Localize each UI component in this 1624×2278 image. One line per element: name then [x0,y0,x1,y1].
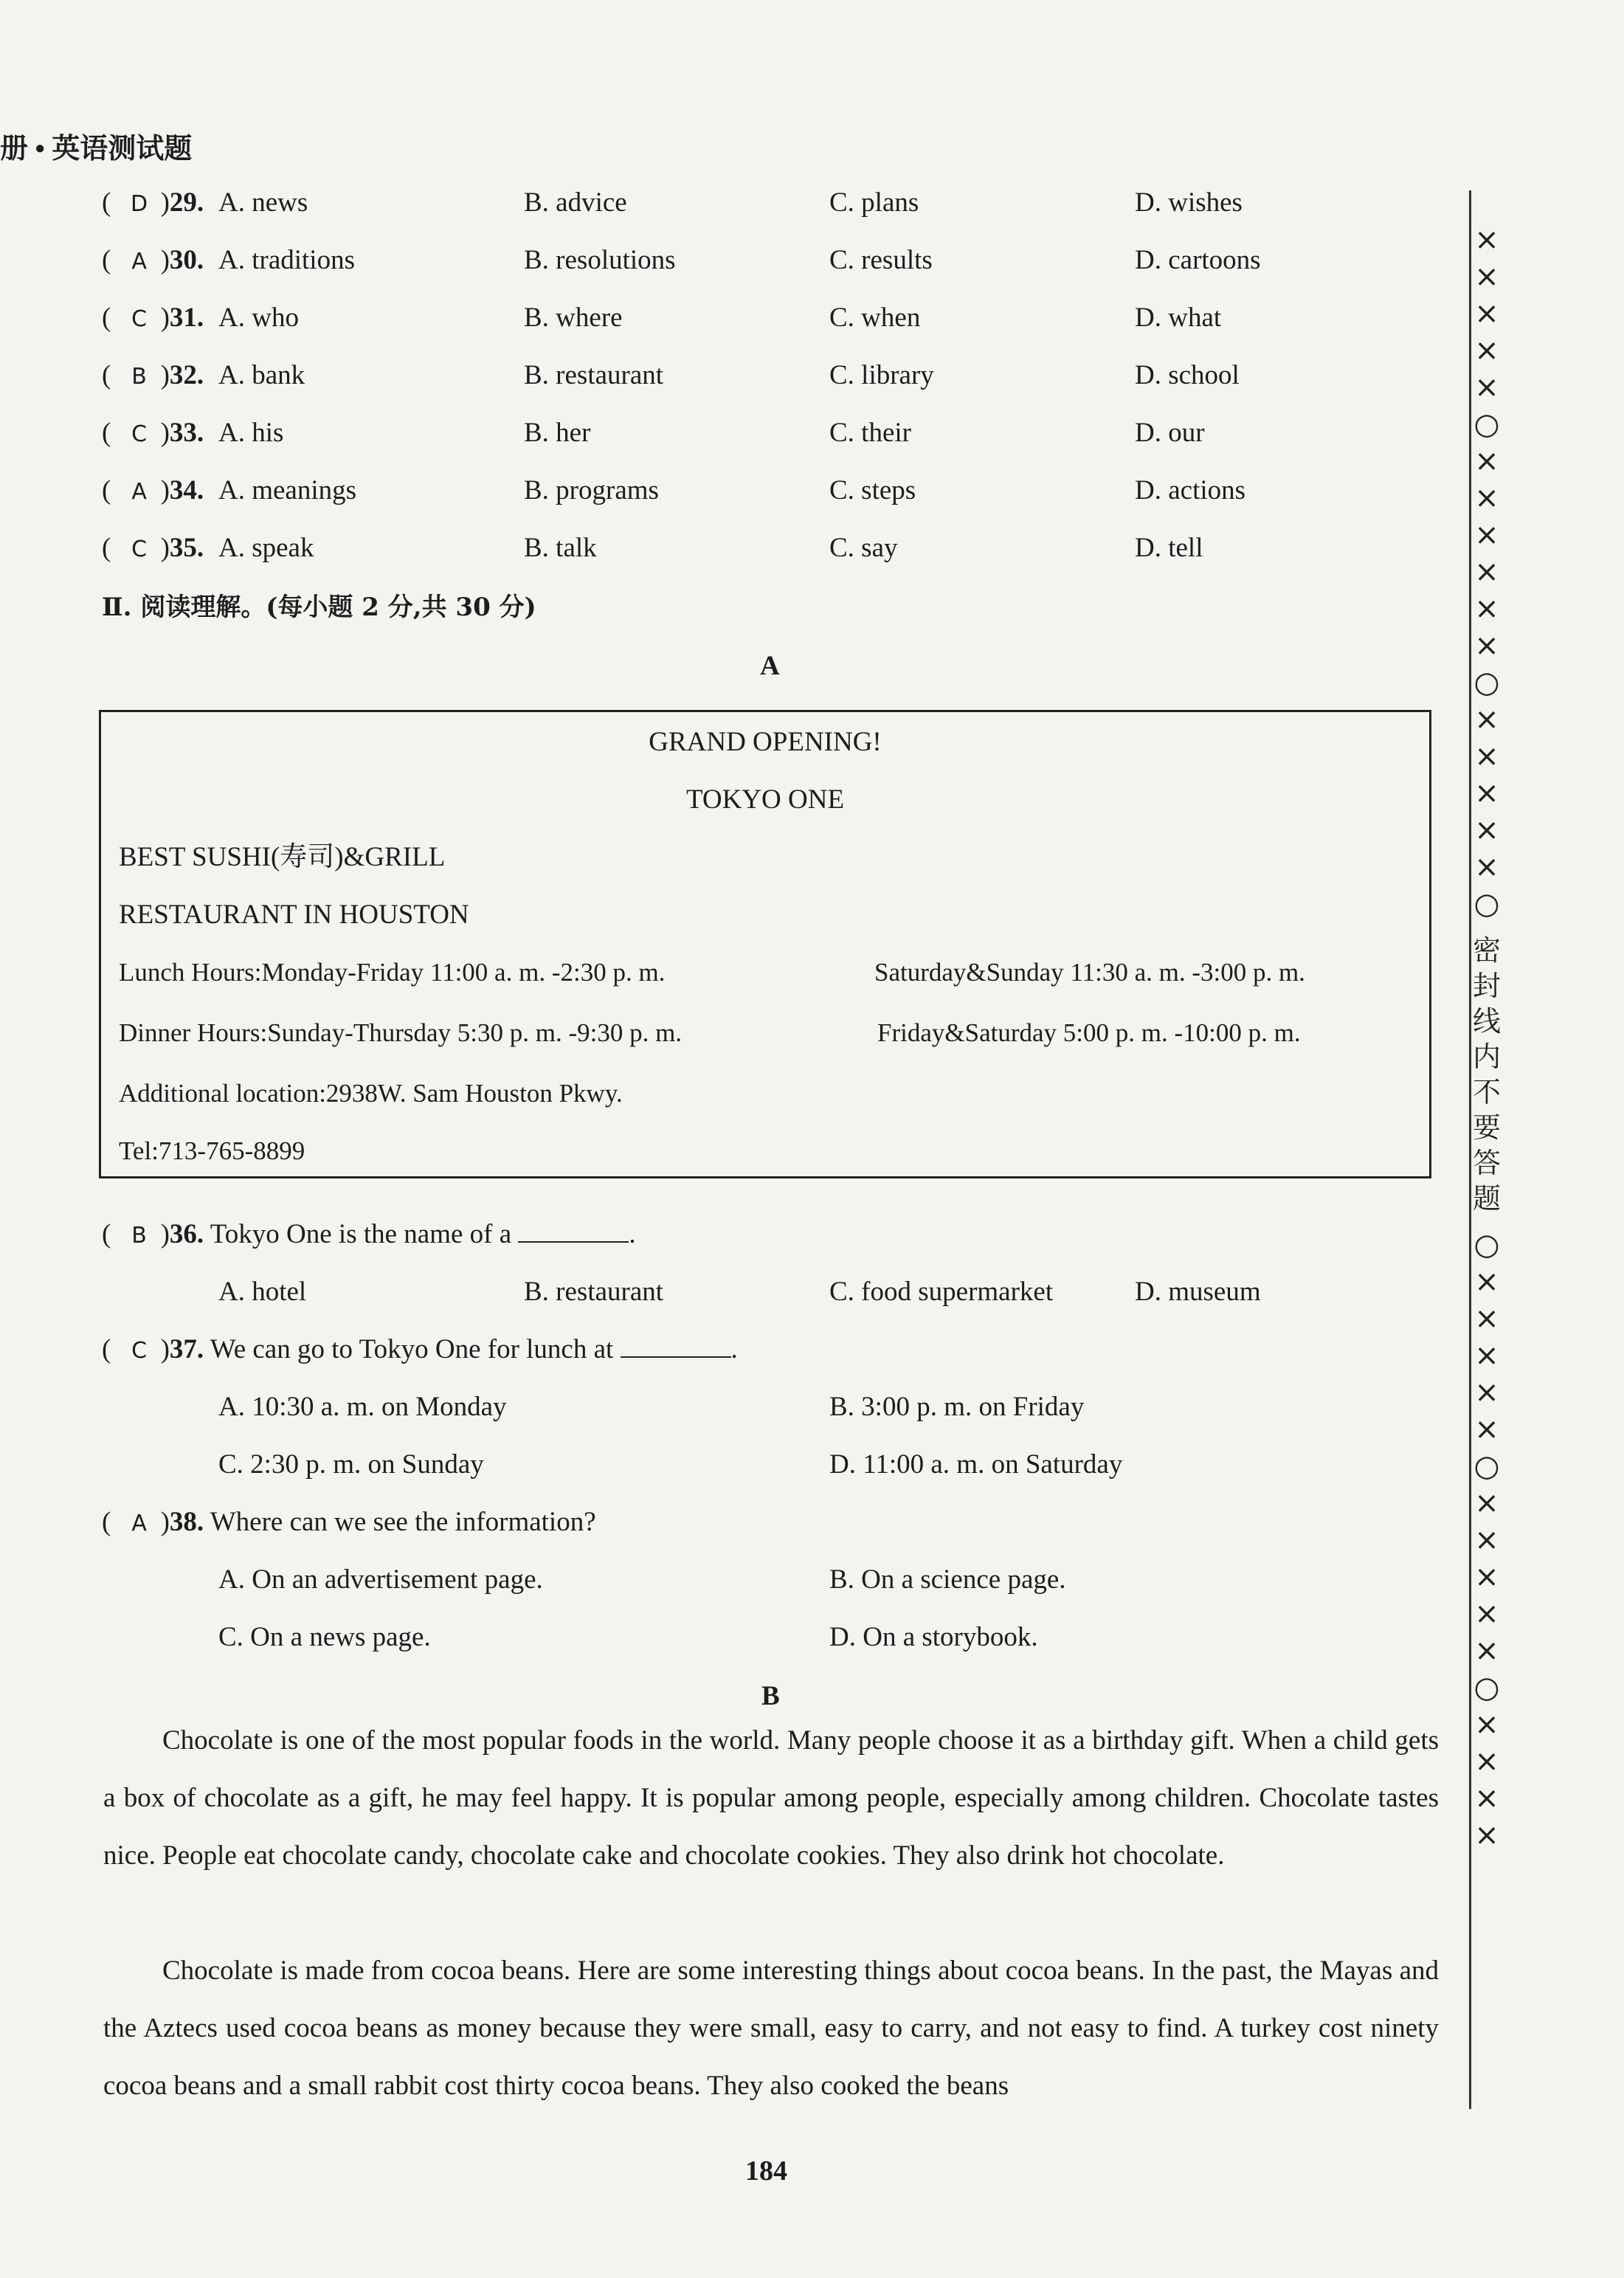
question-number: 35. [169,533,204,563]
seal-warning-text: 密封线内不要答题 [1472,934,1501,1215]
answer-mark: C [131,421,148,447]
option-d: D. cartoons [1135,245,1261,275]
q37-option-a: A. 10:30 a. m. on Monday [218,1392,507,1422]
q38-option-d: D. On a storybook. [829,1622,1038,1652]
option-d: D. tell [1135,533,1203,563]
q38-option-b: B. On a science page. [829,1564,1066,1595]
question-number: 29. [169,187,204,218]
mc-question-6: ( C )35. [102,531,204,567]
option-c: C. when [829,303,921,333]
question-38: ( A )38. Where can we see the information? [102,1505,596,1541]
mc-question-3: ( B )32. [102,359,204,394]
option-d: D. school [1135,360,1240,390]
passage-b-paragraph-2: Chocolate is made from cocoa beans. Here are some interesting things about cocoa beans. In the past, the Mayas and the Aztecs used cocoa beans as money because they were small, easy to carry, and not easy to find. A turkey cost ninety cocoa beans and a small rabbit cost thirty cocoa beans. They also cooked the beans [103,1956,1439,2101]
option-b: B. programs [524,475,659,505]
ad-lunch-weekend: Saturday&Sunday 11:30 a. m. -3:00 p. m. [874,958,1305,987]
seal-marks-bottom: ○×××××○×××××○×××× [1473,1228,1500,1852]
section-title: Ⅱ. 阅读理解。(每小题 2 分,共 30 分) [102,593,536,622]
question-number: 33. [169,418,204,448]
question-text: Where can we see the information? [210,1507,596,1537]
answer-blank [518,1219,629,1243]
question-36: ( B )36. Tokyo One is the name of a . [102,1218,636,1253]
mc-question-4: ( C )33. [102,416,204,452]
q37-option-c: C. 2:30 p. m. on Sunday [218,1449,484,1480]
q36-option-b: B. restaurant [524,1277,664,1307]
question-number: 36. [169,1219,204,1249]
ad-dinner-weekend: Friday&Saturday 5:00 p. m. -10:00 p. m. [877,1018,1301,1047]
answer-mark: C [131,1338,148,1364]
question-number: 30. [169,245,204,275]
option-b: B. talk [524,533,597,563]
option-b: B. where [524,303,623,333]
question-text: Tokyo One is the name of a [210,1219,512,1249]
question-end: . [629,1219,636,1249]
option-c: C. their [829,418,911,448]
option-d: D. actions [1135,475,1246,505]
question-end: . [730,1334,738,1364]
mc-question-2: ( C )31. [102,301,204,336]
question-number: 34. [169,475,204,505]
q36-option-d: D. museum [1135,1277,1261,1307]
option-c: C. plans [829,187,919,218]
seal-marks-top: ×××××○××××××○×××××○ [1473,223,1500,921]
q38-option-c: C. On a news page. [218,1622,431,1652]
option-c: C. library [829,360,934,390]
answer-mark: B [131,1223,147,1249]
passage-b-paragraph-1: Chocolate is one of the most popular foods in the world. Many people choose it as a birthday gift. When a child gets a box of chocolate as a gift, he may feel happy. It is popular among people, especially among children. Chocolate tastes nice. People eat chocolate candy, chocolate cake and chocolate cookies. They also drink hot chocolate. [103,1725,1439,1871]
answer-mark: B [131,364,147,390]
ad-telephone: Tel:713-765-8899 [119,1136,305,1165]
page-header-title: 册 • 英语测试题 [0,134,193,165]
option-a: A. his [218,418,284,448]
option-d: D. what [1135,303,1222,333]
option-c: C. say [829,533,898,563]
option-c: C. results [829,245,933,275]
mc-question-1: ( A )30. [102,244,204,279]
question-number: 31. [169,303,204,333]
answer-mark: A [131,1511,147,1536]
option-b: B. her [524,418,591,448]
question-number: 38. [169,1507,204,1537]
option-c: C. steps [829,475,916,505]
option-a: A. speak [218,533,314,563]
mc-question-5: ( A )34. [102,474,204,509]
q37-option-d: D. 11:00 a. m. on Saturday [829,1449,1123,1480]
option-a: A. who [218,303,299,333]
part-b-label: B [761,1681,780,1711]
answer-mark: C [131,536,148,562]
advertisement-box [99,710,1431,1178]
option-a: A. bank [218,360,305,390]
ad-lunch-weekday: Lunch Hours:Monday-Friday 11:00 a. m. -2:30 p. m. [119,958,666,987]
answer-mark: A [131,249,147,275]
seal-column [1471,221,1502,1854]
question-text: We can go to Tokyo One for lunch at [210,1334,614,1364]
page-number: 184 [745,2156,787,2186]
question-number: 32. [169,360,204,390]
q36-option-a: A. hotel [218,1277,307,1307]
question-37: ( C )37. We can go to Tokyo One for lunch at . [102,1333,738,1368]
option-a: A. traditions [218,245,355,275]
option-b: B. restaurant [524,360,664,390]
option-b: B. resolutions [524,245,676,275]
ad-location: Additional location:2938W. Sam Houston Pkwy. [119,1079,623,1108]
ad-restaurant-name: TOKYO ONE [685,784,845,815]
q36-option-c: C. food supermarket [829,1277,1054,1307]
option-a: A. meanings [218,475,357,505]
answer-mark: A [131,479,147,505]
q38-option-a: A. On an advertisement page. [218,1564,543,1595]
question-number: 37. [169,1334,204,1364]
option-d: D. our [1135,418,1205,448]
option-a: A. news [218,187,308,218]
answer-mark: C [131,306,148,332]
option-b: B. advice [524,187,627,218]
part-a-label: A [760,651,780,681]
q37-option-b: B. 3:00 p. m. on Friday [829,1392,1085,1422]
ad-dinner-weekday: Dinner Hours:Sunday-Thursday 5:30 p. m. -9:30 p. m. [119,1018,683,1047]
ad-tagline-1: BEST SUSHI(寿司)&GRILL [119,842,446,872]
ad-tagline-2: RESTAURANT IN HOUSTON [119,900,469,930]
option-d: D. wishes [1135,187,1243,218]
answer-blank [621,1334,731,1358]
answer-mark: D [131,191,148,217]
ad-headline: GRAND OPENING! [649,727,882,757]
mc-question-0: ( D )29. [102,186,204,221]
